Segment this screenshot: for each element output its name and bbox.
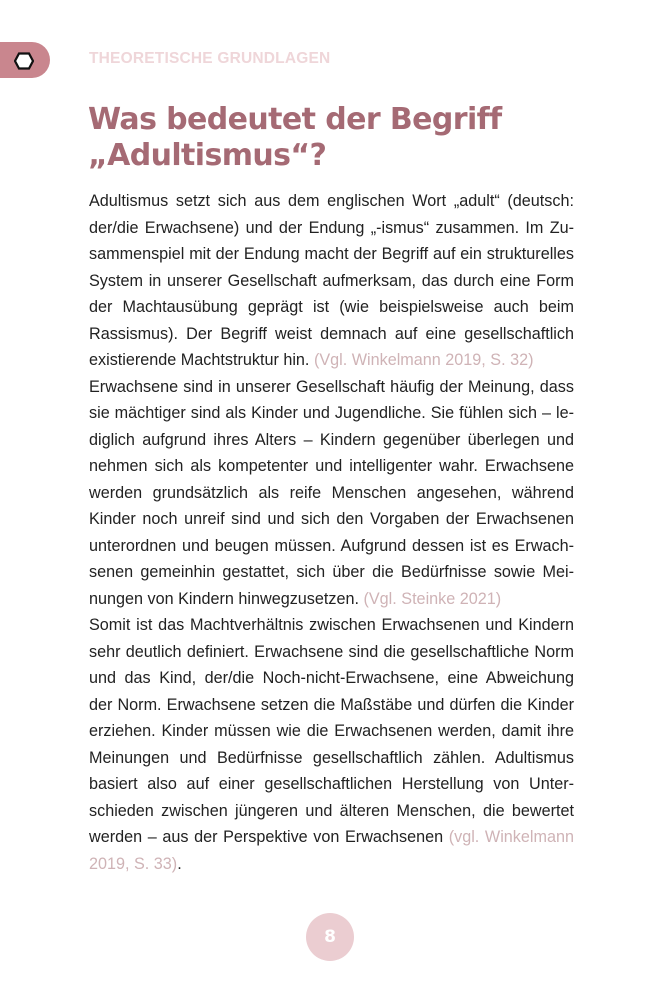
paragraph: Somit ist das Machtverhältnis zwischen Erwachsenen und Kindern sehr deutlich definiert. Erwachsene sind die gesellschaftliche Norm und das Kind, der/die Noch-nicht-Erwachsene, eine Abweichung der Norm. Erwachsene setzen die Maßstäbe und dürfen die Kinder erziehen. Kinder müssen wie die Erwachsenen werden, damit ihre Meinungen und Bedürfnisse gesellschaftlich zählen. Adultismus basiert also auf einer gesellschaftlichen Herstellung von Unterschieden zwischen jüngeren und älteren Menschen, die bewertet werden – aus der Perspektive von Erwachsenen (vgl. Winkelmann 2019, S. 33). [89, 616, 574, 873]
section-label: THEORETISCHE GRUNDLAGEN [89, 50, 331, 67]
chapter-tab [0, 42, 50, 78]
paragraph: Erwachsene sind in unserer Gesellschaft häufig der Meinung, dass sie mächtiger sind als Kinder und Jugendliche. Sie fühlen sich – lediglich aufgrund ihres Alters – Kindern gegenüber überlegen und nehmen sich als kompetenter und intelligenter wahr. Erwachsene werden grundsätzlich als reife Menschen angesehen, während Kinder noch unreif sind und sich den Vorgaben der Erwachsenen unterordnen und beugen müssen. Aufgrund dessen ist es Erwachsenen gemeinhin gestattet, sich über die Bedürfnisse sowie Meinungen von Kindern hinwegzusetzen. (Vgl. Steinke 2021) [89, 377, 574, 608]
body-text [89, 188, 574, 877]
paragraph: Adultismus setzt sich aus dem englischen Wort „adult“ (deutsch: der/die Erwachsene) und der Endung „-ismus“ zusammen. Im Zusammenspiel mit der Endung macht der Begriff auf ein strukturelles System in unserer Gesellschaft aufmerksam, das durch eine Form der Machtausübung geprägt ist (wie beispielsweise auch beim Rassismus). Der Begriff weist demnach auf eine gesellschaftlich existierende Machtstruktur hin. (Vgl. Winkelmann 2019, S. 32) [89, 192, 574, 369]
title-line-1: Was bedeutet der Begriff [88, 102, 502, 137]
citation: (Vgl. Steinke 2021) [363, 589, 502, 608]
title-line-2: „Adultismus“? [88, 138, 327, 173]
citation: (Vgl. Winkelmann 2019, S. 32) [313, 351, 534, 369]
citation: (vgl. Winkelmann 2019, S. 33) [89, 828, 574, 873]
hexagon-icon [14, 52, 34, 70]
page-title [88, 102, 588, 174]
page-number: 8 [306, 913, 354, 961]
